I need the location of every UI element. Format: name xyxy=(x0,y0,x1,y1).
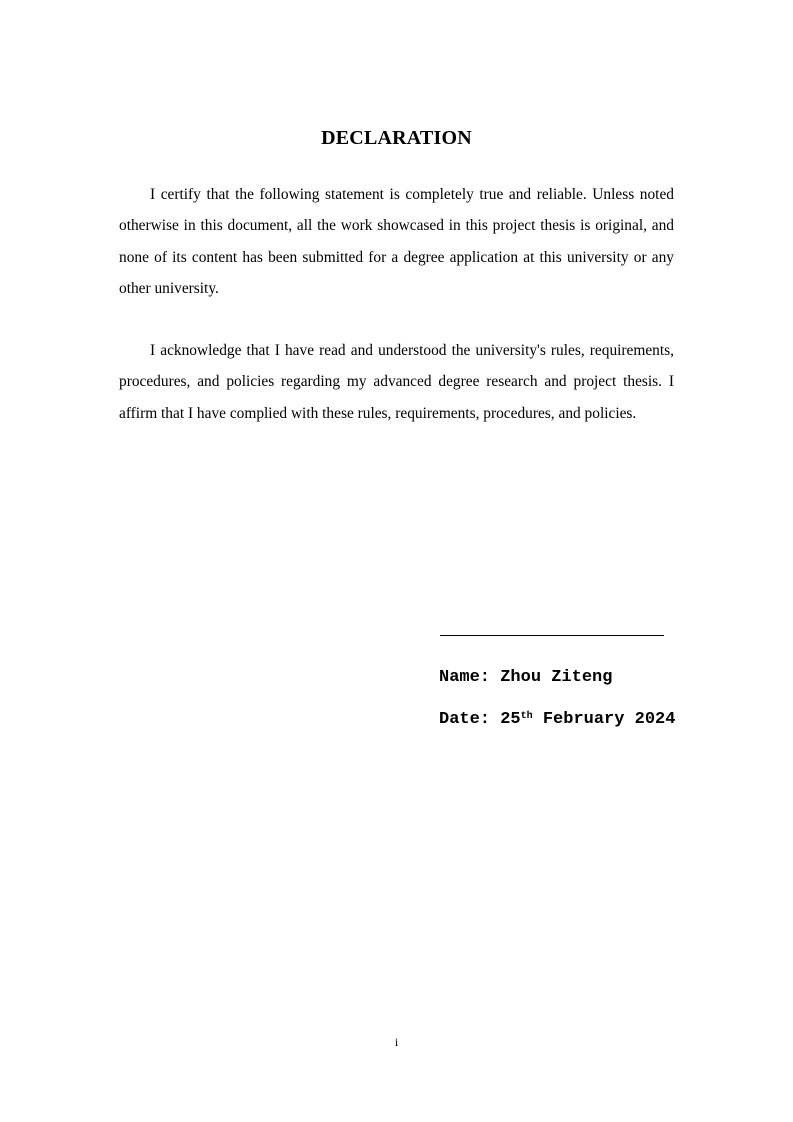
date-ordinal-suffix: th xyxy=(520,711,533,722)
date-label: Date: xyxy=(439,710,501,729)
signature-date xyxy=(439,709,675,731)
date-day: 25 xyxy=(500,710,521,729)
name-value: Zhou Ziteng xyxy=(500,668,613,687)
date-month-year: February 2024 xyxy=(532,710,676,729)
declaration-paragraph-2: I acknowledge that I have read and understood the university's rules, requirements, procedures, and policies regarding my advanced degree research and project thesis. I affirm that I have complied with these rules, requirements, procedures, and policies. xyxy=(119,342,674,422)
signature-name xyxy=(439,667,612,689)
page-title: DECLARATION xyxy=(321,127,472,149)
signature-line xyxy=(440,635,664,636)
declaration-paragraph-1: I certify that the following statement is completely true and reliable. Unless noted otherwise in this document, all the work showcased in this project thesis is original, and none of its content has been submitted for a degree application at this university or any other university. xyxy=(119,186,674,297)
page-number: i xyxy=(394,1035,399,1049)
name-label: Name: xyxy=(439,668,501,687)
